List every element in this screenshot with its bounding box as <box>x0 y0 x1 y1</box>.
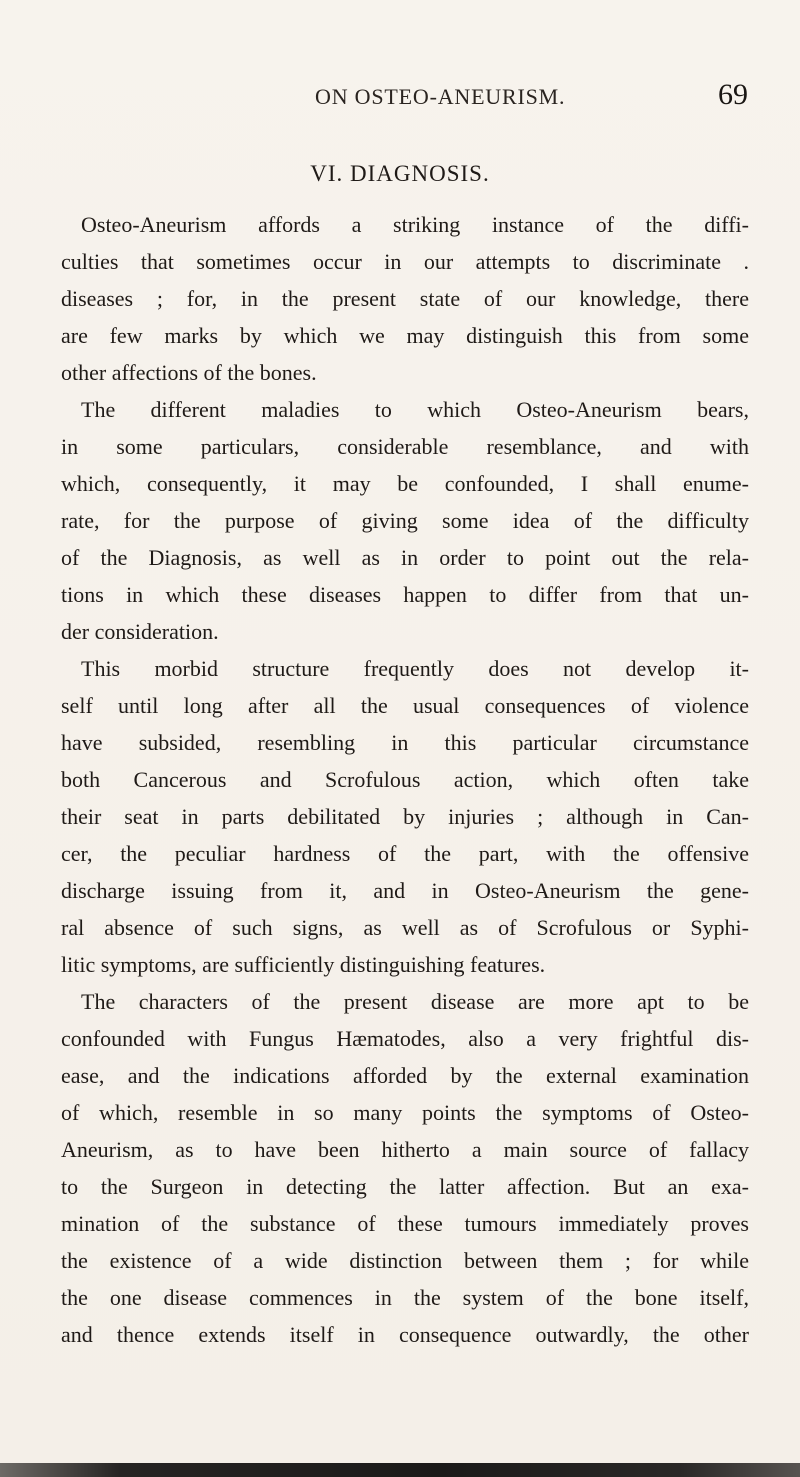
text-line: Osteo-Aneurism affords a striking instance of the diffi- <box>81 212 749 237</box>
text-line: are few marks by which we may distinguish this from some <box>61 323 749 348</box>
page-bottom-edge <box>0 1463 800 1477</box>
text-line: both Cancerous and Scrofulous action, which often take <box>61 767 749 792</box>
text-line: the existence of a wide distinction between them ; for while <box>61 1248 749 1273</box>
text-line: litic symptoms, are sufficiently distinguishing features. <box>61 952 546 977</box>
text-line: of which, resemble in so many points the symptoms of Osteo- <box>61 1100 749 1125</box>
text-line: their seat in parts debilitated by injuries ; although in Can- <box>61 804 749 829</box>
text-line: rate, for the purpose of giving some idea of the difficulty <box>61 508 749 533</box>
section-heading: VI. DIAGNOSIS. <box>310 161 490 186</box>
text-line: mination of the substance of these tumours immediately proves <box>61 1211 749 1236</box>
text-line: self until long after all the usual consequences of violence <box>61 693 749 718</box>
page-number: 69 <box>718 78 748 111</box>
text-line: culties that sometimes occur in our attempts to discriminate . <box>61 249 749 274</box>
text-line: discharge issuing from it, and in Osteo-Aneurism the gene- <box>61 878 749 903</box>
running-head <box>0 78 800 124</box>
text-line: ral absence of such signs, as well as of Scrofulous or Syphi- <box>61 915 749 940</box>
text-line: The different maladies to which Osteo-Aneurism bears, <box>81 397 749 422</box>
text-line: the one disease commences in the system of the bone itself, <box>61 1285 749 1310</box>
body-text <box>61 206 749 1353</box>
running-title: ON OSTEO-ANEURISM. <box>315 84 566 109</box>
text-line: which, consequently, it may be confounded, I shall enume- <box>61 471 749 496</box>
text-line: diseases ; for, in the present state of our knowledge, there <box>61 286 749 311</box>
text-line: Aneurism, as to have been hitherto a main source of fallacy <box>61 1137 749 1162</box>
text-line: in some particulars, considerable resemblance, and with <box>61 434 749 459</box>
text-line: tions in which these diseases happen to differ from that un- <box>61 582 749 607</box>
text-line: have subsided, resembling in this particular circumstance <box>61 730 749 755</box>
text-line: to the Surgeon in detecting the latter affection. But an exa- <box>61 1174 749 1199</box>
text-line: confounded with Fungus Hæmatodes, also a very frightful dis- <box>61 1026 749 1051</box>
text-line: ease, and the indications afforded by the external examination <box>61 1063 749 1088</box>
text-line: der consideration. <box>61 619 219 644</box>
text-line: other affections of the bones. <box>61 360 317 385</box>
text-line: and thence extends itself in consequence outwardly, the other <box>61 1322 749 1347</box>
text-line: The characters of the present disease are more apt to be <box>81 989 749 1014</box>
text-line: cer, the peculiar hardness of the part, with the offensive <box>61 841 749 866</box>
text-line: This morbid structure frequently does not develop it- <box>81 656 749 681</box>
text-line: of the Diagnosis, as well as in order to point out the rela- <box>61 545 749 570</box>
